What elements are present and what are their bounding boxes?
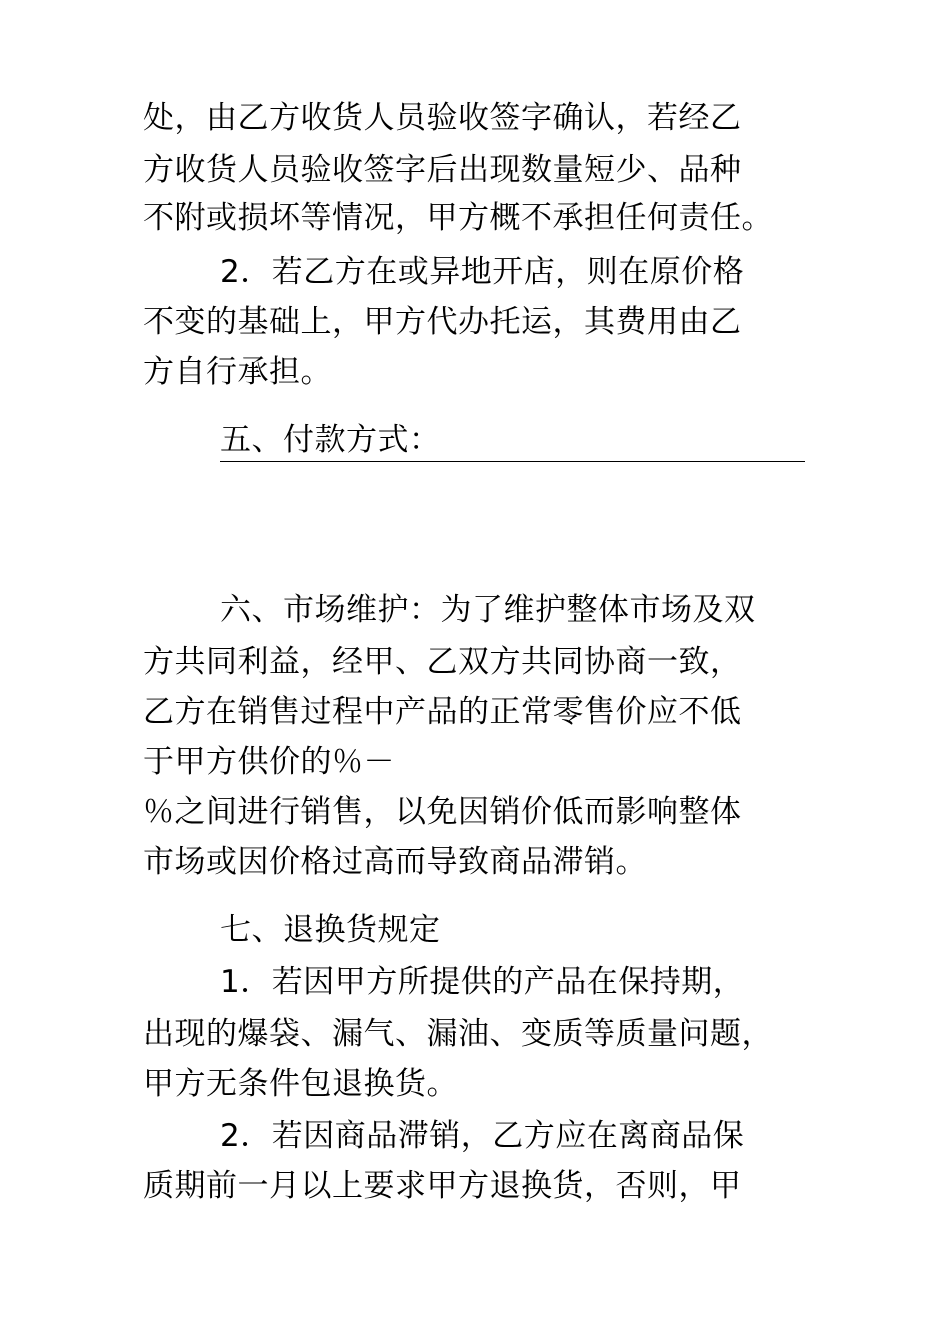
body-text-line: 处，由乙方收货人员验收签字确认，若经乙 — [143, 100, 742, 136]
body-text-line: 出现的爆袋、漏气、漏油、变质等质量问题， — [143, 1016, 773, 1052]
body-text-line: 2．若因商品滞销，乙方应在离商品保 — [220, 1118, 745, 1154]
body-text-line: 不附或损坏等情况，甲方概不承担任何责任。 — [143, 200, 773, 236]
body-text-line: 方收货人员验收签字后出现数量短少、品种 — [143, 152, 742, 188]
body-text-line: 1．若因甲方所提供的产品在保持期， — [220, 964, 745, 1000]
section-heading: 五、付款方式： — [220, 422, 441, 458]
section-heading: 七、退换货规定 — [220, 912, 441, 948]
body-text-line: ％之间进行销售，以免因销价低而影响整体 — [143, 794, 742, 830]
fill-in-underline — [220, 461, 805, 462]
body-text-line: 甲方无条件包退换货。 — [143, 1066, 458, 1102]
body-text-line: 乙方在销售过程中产品的正常零售价应不低 — [143, 694, 742, 730]
body-text-line: 于甲方供价的％－ — [143, 744, 395, 780]
body-text-line: 2．若乙方在或异地开店，则在原价格 — [220, 254, 745, 290]
body-text-line: 不变的基础上，甲方代办托运，其费用由乙 — [143, 304, 742, 340]
body-text-line: 方共同利益，经甲、乙双方共同协商一致， — [143, 644, 742, 680]
body-text-line: 质期前一月以上要求甲方退换货，否则，甲 — [143, 1168, 742, 1204]
body-text-line: 六、市场维护：为了维护整体市场及双 — [220, 592, 756, 628]
body-text-line: 市场或因价格过高而导致商品滞销。 — [143, 844, 647, 880]
body-text-line: 方自行承担。 — [143, 354, 332, 390]
